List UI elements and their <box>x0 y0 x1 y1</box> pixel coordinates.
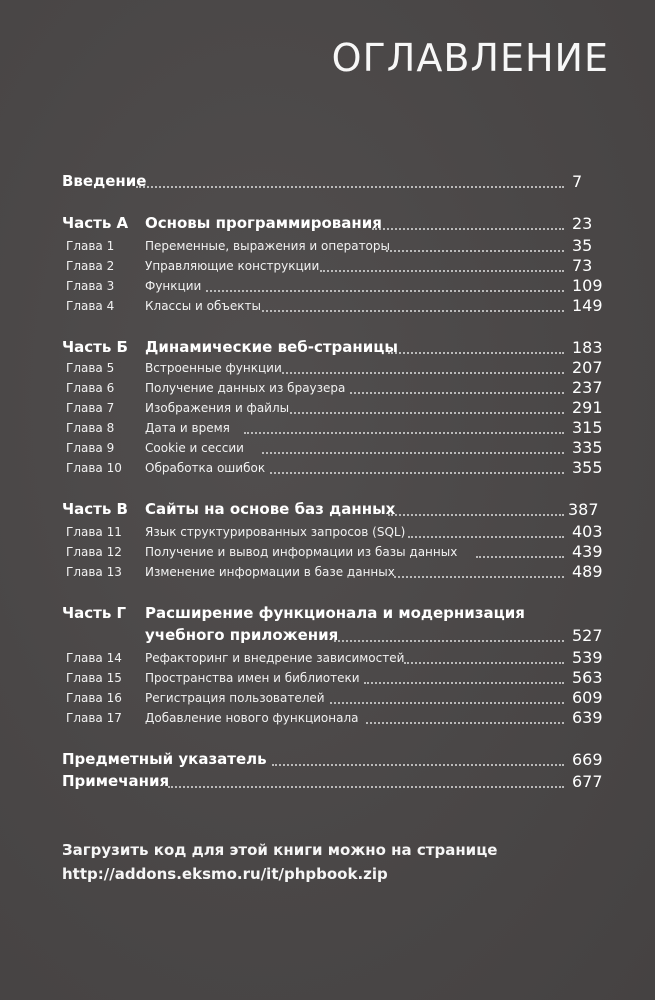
toc-chapter-label: Глава 16 <box>66 691 122 705</box>
dot-leader <box>408 532 564 538</box>
toc-page-number: 403 <box>572 522 603 541</box>
dot-leader <box>476 552 564 558</box>
dot-leader <box>270 468 564 474</box>
toc-part-g <box>0 604 655 626</box>
toc-chapter-5 <box>0 358 655 380</box>
dot-leader <box>366 718 564 724</box>
toc-chapter-title: Cookie и сессии <box>145 441 244 455</box>
dot-leader <box>394 572 564 578</box>
toc-part-label: Часть Б <box>62 338 128 356</box>
toc-chapter-14 <box>0 648 655 670</box>
toc-chapter-11 <box>0 522 655 544</box>
toc-part-label: Часть Г <box>62 604 127 622</box>
toc-page-number: 355 <box>572 458 603 477</box>
toc-page-number: 35 <box>572 236 593 255</box>
toc-chapter-title: Пространства имен и библиотеки <box>145 671 360 685</box>
dot-leader <box>168 782 564 788</box>
toc-page-number: 489 <box>572 562 603 581</box>
toc-chapter-label: Глава 11 <box>66 525 122 539</box>
dot-leader <box>388 348 564 354</box>
toc-part-title-line1: Расширение функционала и модернизация <box>145 604 525 622</box>
toc-chapter-10 <box>0 458 655 480</box>
toc-page-number: 207 <box>572 358 603 377</box>
toc-chapter-15 <box>0 668 655 690</box>
toc-entry-title: Примечания <box>62 772 170 790</box>
toc-chapter-title: Обработка ошибок <box>145 461 266 475</box>
dot-leader <box>364 678 564 684</box>
toc-page-number: 609 <box>572 688 603 707</box>
toc-page-number: 23 <box>572 214 593 233</box>
toc-chapter-7 <box>0 398 655 420</box>
dot-leader <box>386 246 564 252</box>
toc-page-number: 669 <box>572 750 603 769</box>
toc-page-number: 639 <box>572 708 603 727</box>
toc-part-g-continued <box>0 626 655 648</box>
dot-leader <box>290 408 564 414</box>
toc-chapter-title: Дата и время <box>145 421 230 435</box>
toc-chapter-label: Глава 12 <box>66 545 122 559</box>
toc-chapter-title: Регистрация пользователей <box>145 691 325 705</box>
toc-chapter-8 <box>0 418 655 440</box>
toc-chapter-title: Управляющие конструкции <box>145 259 320 273</box>
toc-page-number: 539 <box>572 648 603 667</box>
page-title: ОГЛАВЛЕНИЕ <box>331 36 609 80</box>
dot-leader <box>244 428 564 434</box>
toc-chapter-title: Добавление нового функционала <box>145 711 359 725</box>
dot-leader <box>372 224 564 230</box>
toc-chapter-label: Глава 4 <box>66 299 115 313</box>
toc-chapter-3 <box>0 276 655 298</box>
toc-page-number: 439 <box>572 542 603 561</box>
toc-part-label: Часть А <box>62 214 129 232</box>
toc-chapter-17 <box>0 708 655 730</box>
toc-chapter-12 <box>0 542 655 564</box>
toc-page-number: 291 <box>572 398 603 417</box>
toc-page-number: 237 <box>572 378 603 397</box>
dot-leader <box>320 266 564 272</box>
dot-leader <box>330 698 564 704</box>
dot-leader <box>404 658 564 664</box>
toc-chapter-title: Получение и вывод информации из базы данных <box>145 545 458 559</box>
download-note <box>62 838 497 886</box>
toc-chapter-16 <box>0 688 655 710</box>
toc-chapter-13 <box>0 562 655 584</box>
toc-chapter-9 <box>0 438 655 460</box>
toc-part-label: Часть В <box>62 500 128 518</box>
toc-entry-title: Предметный указатель <box>62 750 267 768</box>
toc-page-number: 73 <box>572 256 593 275</box>
dot-leader <box>282 368 564 374</box>
toc-chapter-label: Глава 15 <box>66 671 122 685</box>
toc-chapter-title: Переменные, выражения и операторы <box>145 239 390 253</box>
toc-page-number: 315 <box>572 418 603 437</box>
toc-chapter-6 <box>0 378 655 400</box>
toc-part-a <box>0 214 655 236</box>
download-url: http://addons.eksmo.ru/it/phpbook.zip <box>62 865 388 883</box>
toc-chapter-label: Глава 14 <box>66 651 122 665</box>
toc-chapter-label: Глава 13 <box>66 565 122 579</box>
toc-chapter-label: Глава 6 <box>66 381 115 395</box>
toc-part-b <box>0 338 655 360</box>
toc-chapter-label: Глава 1 <box>66 239 115 253</box>
toc-chapter-label: Глава 8 <box>66 421 115 435</box>
dot-leader <box>136 182 564 188</box>
toc-page-number: 387 <box>568 500 599 519</box>
toc-part-title: Основы программирования <box>145 214 382 232</box>
toc-part-v <box>0 500 655 522</box>
toc-chapter-title: Рефакторинг и внедрение зависимостей <box>145 651 405 665</box>
toc-chapter-label: Глава 10 <box>66 461 122 475</box>
toc-page-number: 7 <box>572 172 583 191</box>
toc-page-number: 677 <box>572 772 603 791</box>
dot-leader <box>272 760 564 766</box>
toc-page-number: 149 <box>572 296 603 315</box>
toc-chapter-2 <box>0 256 655 278</box>
toc-entry-notes <box>0 772 655 794</box>
toc-chapter-title: Получение данных из браузера <box>145 381 346 395</box>
toc-part-title: Сайты на основе баз данных <box>145 500 396 518</box>
toc-chapter-label: Глава 17 <box>66 711 122 725</box>
toc-part-title: Динамические веб-страницы <box>145 338 398 356</box>
toc-chapter-label: Глава 3 <box>66 279 115 293</box>
download-note-text: Загрузить код для этой книги можно на странице <box>62 841 498 859</box>
toc-chapter-4 <box>0 296 655 318</box>
toc-entry-title: Введение <box>62 172 147 190</box>
toc-page-number: 109 <box>572 276 603 295</box>
toc-chapter-title: Встроенные функции <box>145 361 282 375</box>
toc-chapter-title: Функции <box>145 279 202 293</box>
toc-page-number: 183 <box>572 338 603 357</box>
toc-chapter-label: Глава 7 <box>66 401 115 415</box>
toc-page-number: 563 <box>572 668 603 687</box>
dot-leader <box>350 388 564 394</box>
toc-entry-intro <box>0 172 655 194</box>
toc-chapter-title: Изменение информации в базе данных <box>145 565 395 579</box>
toc-chapter-title: Классы и объекты <box>145 299 261 313</box>
toc-chapter-label: Глава 9 <box>66 441 115 455</box>
toc-chapter-1 <box>0 236 655 258</box>
dot-leader <box>388 510 564 516</box>
dot-leader <box>262 448 564 454</box>
toc-page-number: 527 <box>572 626 603 645</box>
toc-part-title: учебного приложения <box>145 626 339 644</box>
toc-page-number: 335 <box>572 438 603 457</box>
toc-chapter-label: Глава 2 <box>66 259 115 273</box>
dot-leader <box>206 286 564 292</box>
toc-chapter-title: Изображения и файлы <box>145 401 290 415</box>
toc-chapter-title: Язык структурированных запросов (SQL) <box>145 525 406 539</box>
toc-chapter-label: Глава 5 <box>66 361 115 375</box>
toc-entry-index <box>0 750 655 772</box>
dot-leader <box>334 636 564 642</box>
dot-leader <box>262 306 564 312</box>
